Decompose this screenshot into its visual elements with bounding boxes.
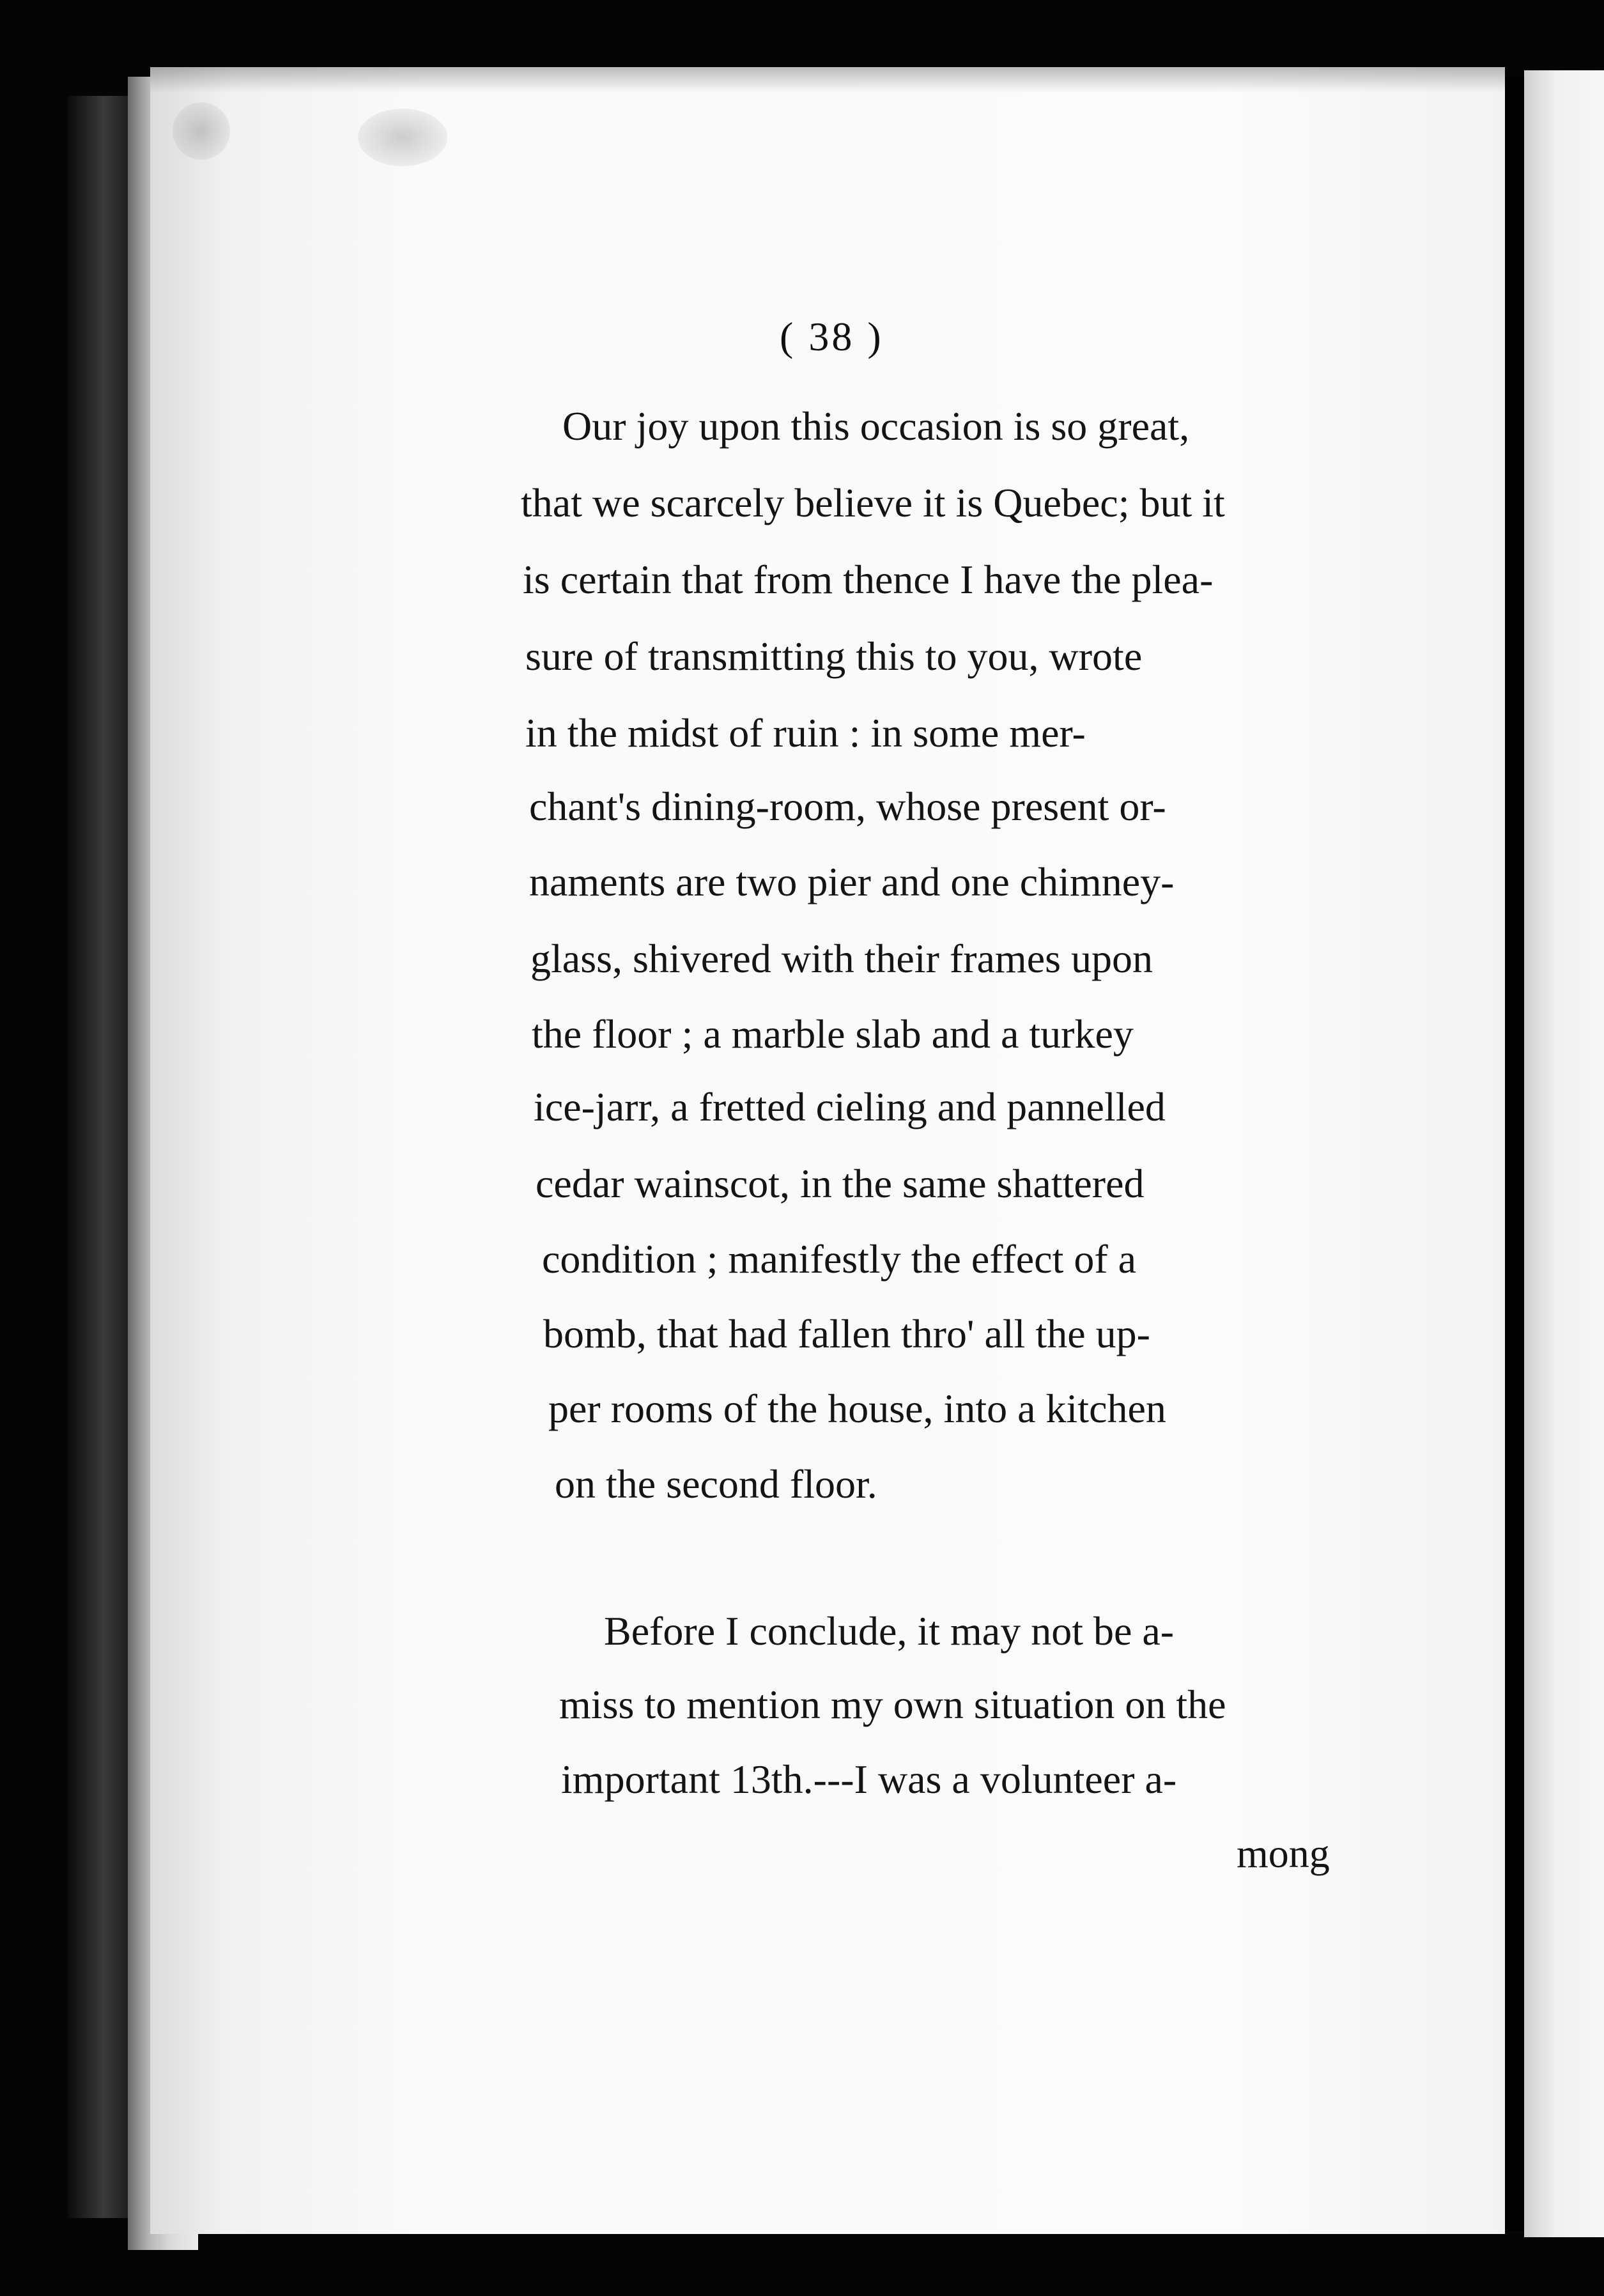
text-line: glass, shivered with their frames upon <box>530 936 1153 981</box>
catchword: mong <box>1237 1831 1330 1876</box>
text-line: miss to mention my own situation on the <box>559 1682 1226 1727</box>
text-line: that we scarcely believe it is Quebec; but it <box>521 480 1225 525</box>
text-line: naments are two pier and one chimney- <box>529 859 1175 904</box>
text-line: bomb, that had fallen thro' all the up- <box>543 1311 1150 1356</box>
text-line: the floor ; a marble slab and a turkey <box>532 1011 1134 1057</box>
text-line: per rooms of the house, into a kitchen <box>548 1386 1166 1431</box>
text-line: ice-jarr, a fretted cieling and pannelled <box>534 1084 1166 1129</box>
text-line: Our joy upon this occasion is so great, <box>562 403 1190 449</box>
text-line: in the midst of ruin : in some mer- <box>525 710 1086 756</box>
text-line: sure of transmitting this to you, wrote <box>525 633 1143 679</box>
page-number: ( 38 ) <box>780 314 884 359</box>
text-line: is certain that from thence I have the plea- <box>523 557 1214 602</box>
text-line: important 13th.---I was a volunteer a- <box>561 1757 1177 1802</box>
text-line: cedar wainscot, in the same shattered <box>536 1161 1145 1206</box>
text-line: on the second floor. <box>555 1461 877 1507</box>
text-line: chant's dining-room, whose present or- <box>529 784 1166 829</box>
text-line: condition ; manifestly the effect of a <box>542 1236 1137 1282</box>
text-line: Before I conclude, it may not be a- <box>604 1608 1175 1654</box>
